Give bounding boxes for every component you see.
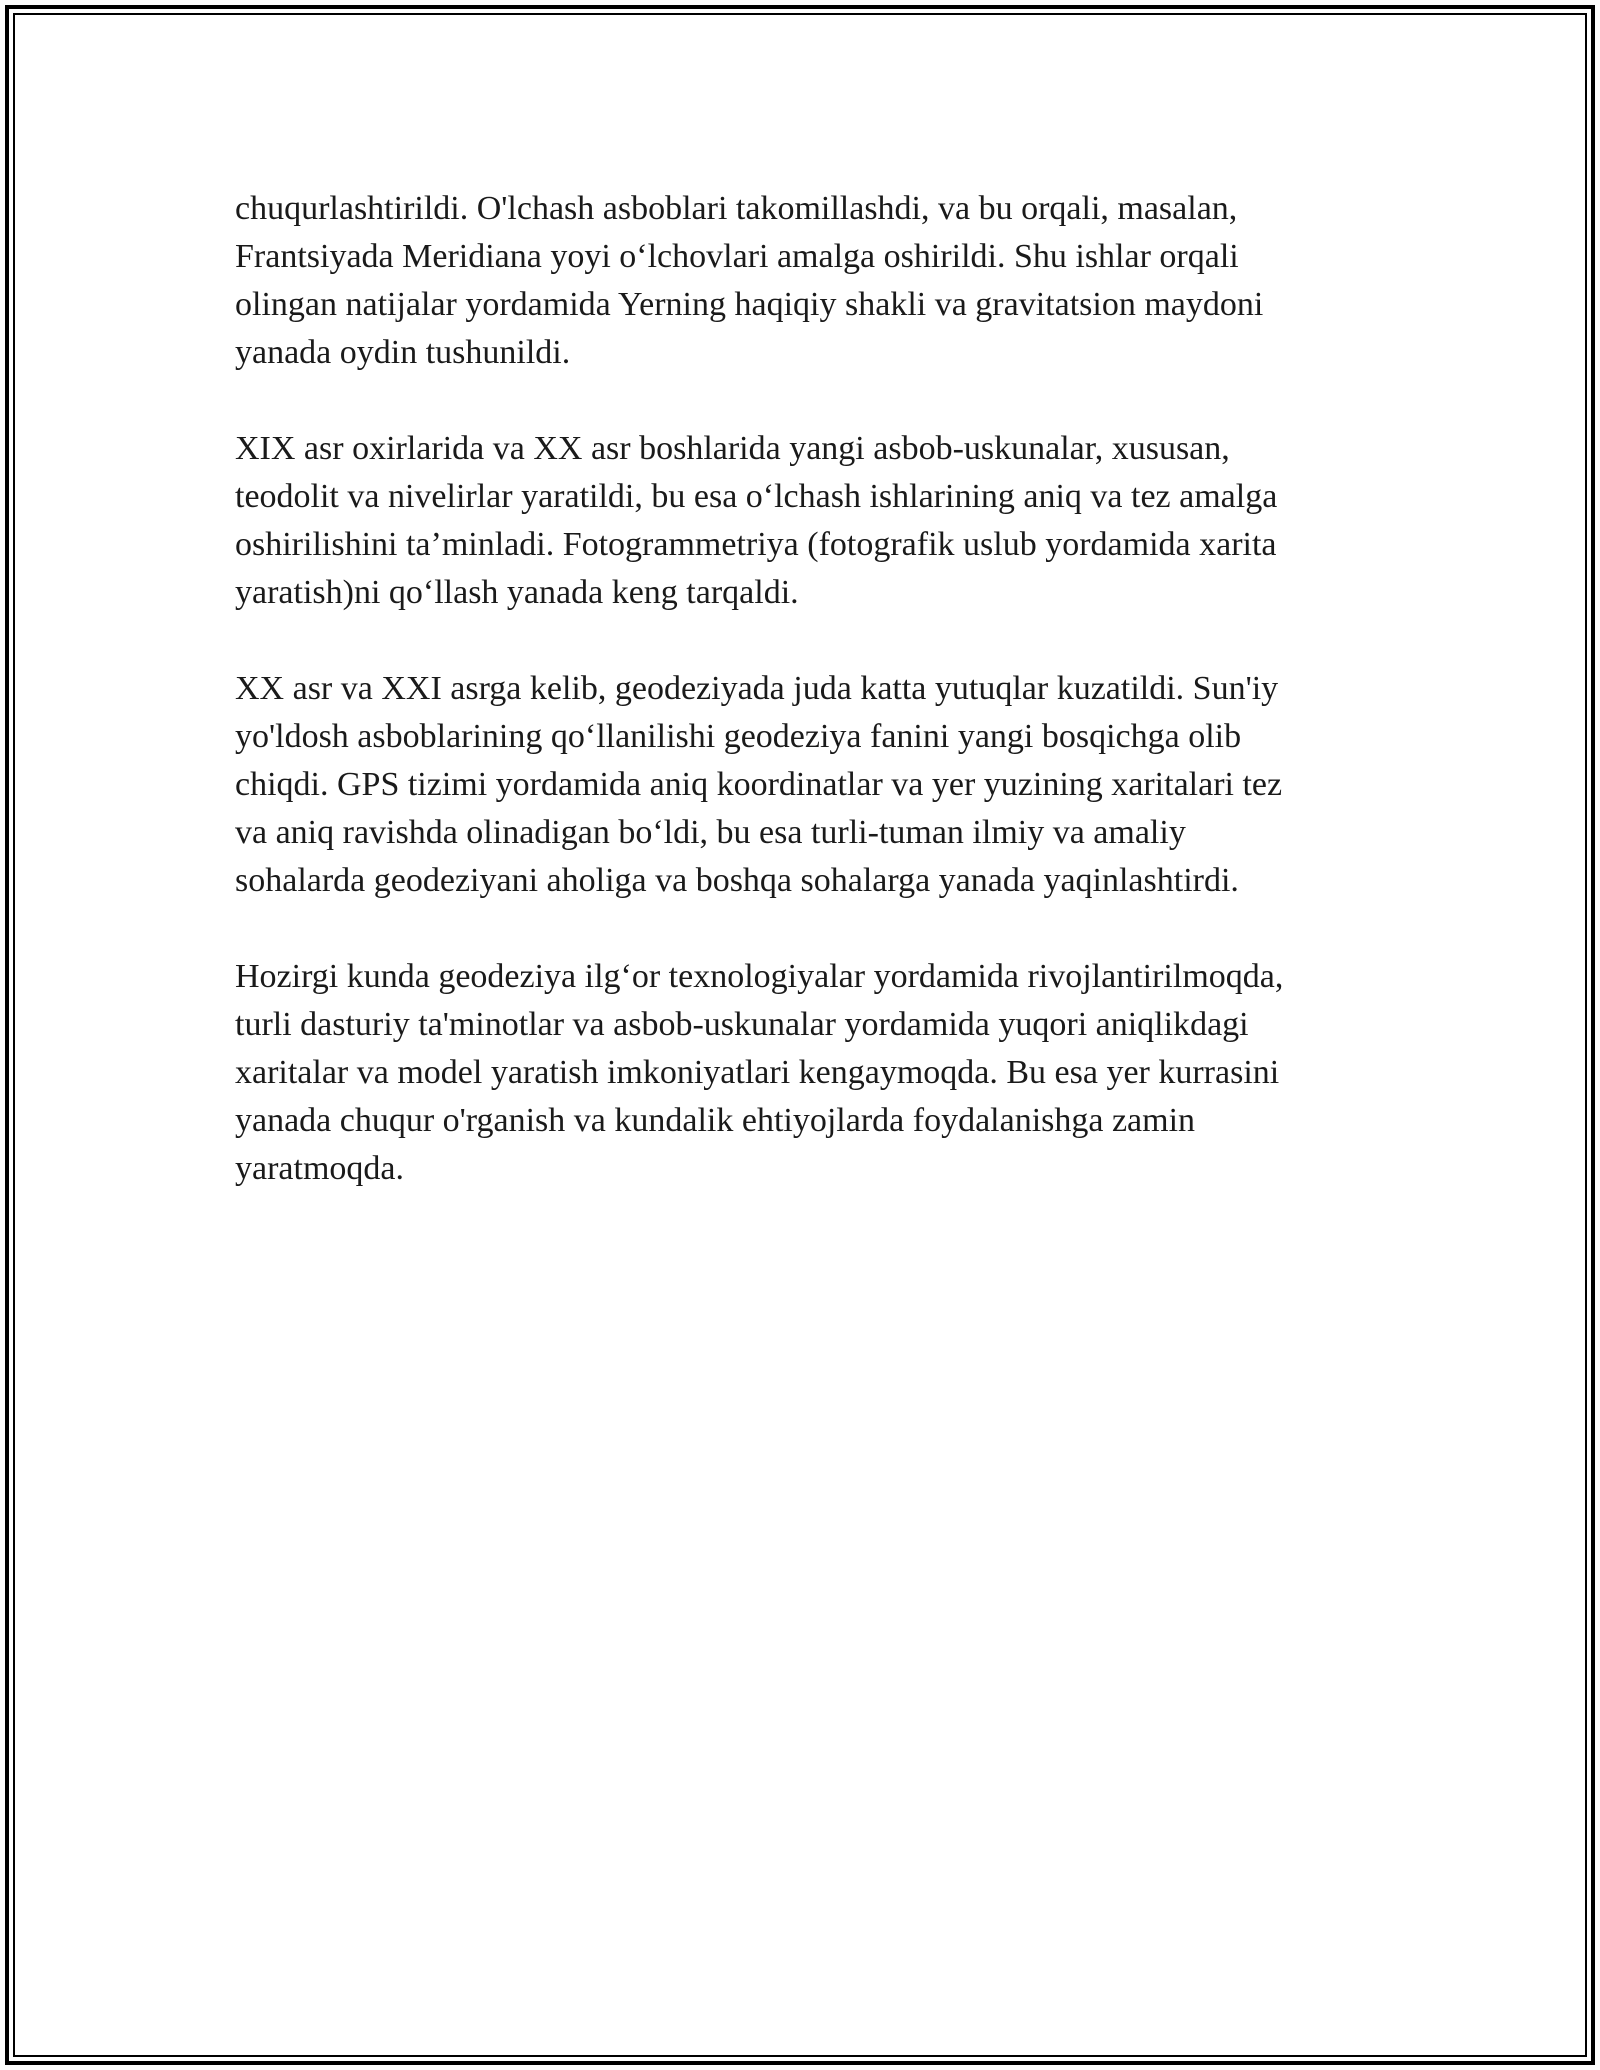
document-body <box>235 185 1365 1193</box>
paragraph-2: XIX asr oxirlarida va XX asr boshlarida yangi asbob-uskunalar, xususan, teodolit va nivelirlar yaratildi, bu esa o‘lchash ishlarining aniq va tez amalga oshirilishini ta’minladi. Fotogrammetriya (fotografik uslub yordamida xarita yaratish)ni qo‘llash yanada keng tarqaldi. <box>235 430 1278 611</box>
paragraph-3: XX asr va XXI asrga kelib, geodeziyada juda katta yutuqlar kuzatildi. Sun'iy yo'ldosh asboblarining qo‘llanilishi geodeziya fanini yangi bosqichga olib chiqdi. GPS tizimi yordamida aniq koordinatlar va yer yuzining xaritalari tez va aniq ravishda olinadigan bo‘ldi, bu esa turli-tuman ilmiy va amaliy sohalarda geodeziyani aholiga va boshqa sohalarga yanada yaqinlashtirdi. <box>235 670 1283 899</box>
paragraph-4: Hozirgi kunda geodeziya ilg‘or texnologiyalar yordamida rivojlantirilmoqda, turli dasturiy ta'minotlar va asbob-uskunalar yordamida yuqori aniqlikdagi xaritalar va model yaratish imkoniyatlari kengaymoqda. Bu esa yer kurrasini yanada chuqur o'rganish va kundalik ehtiyojlarda foydalanishga zamin yaratmoqda. <box>235 958 1284 1187</box>
paragraph-1: chuqurlashtirildi. O'lchash asboblari takomillashdi, va bu orqali, masalan, Frantsiyada Meridiana yoyi o‘lchovlari amalga oshirildi. Shu ishlar orqali olingan natijalar yordamida Yerning haqiqiy shakli va gravitatsion maydoni yanada oydin tushunildi. <box>235 190 1264 371</box>
